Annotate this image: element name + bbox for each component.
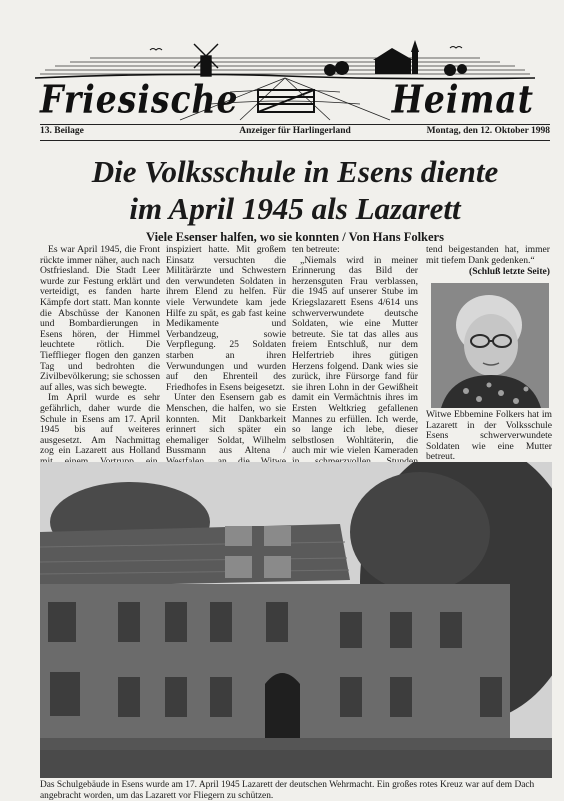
masthead-title-right: Heimat — [391, 77, 534, 122]
headline-line-1: Die Volksschule in Esens diente — [91, 154, 499, 189]
portrait-caption: Witwe Ebbemine Folkers hat im Lazarett in der Volksschule Esens schwerverwundete Soldaten wie eine Mutter betreut. — [426, 409, 552, 463]
paragraph: Es war April 1945, die Front rückte immer näher, auch nach Ostfriesland. Die Stadt Leer wurde zur Festung erklärt und verteidigt, es fanden harte Kämpfe dort statt. Man konnte die Abschüsse der Kanonen und Bombardierungen in Esens hören, der Himmel leuchtete rötlich. Die Tiefflieger flogen den ganzen Tag und bedrohten die Zivilbevölkerung; sie schossen auf alles, was sich bewegte. — [40, 244, 160, 393]
photo-caption: Das Schulgebäude in Esens wurde am 17. April 1945 Lazarett der deutschen Wehrmacht. Ein großes rotes Kreuz war auf dem Dach angebracht worden, um das Lazarett vor Fliegern zu schützen. — [40, 780, 535, 801]
supplement-number: 13. Beilage — [40, 126, 84, 136]
school-building-photo — [40, 462, 552, 778]
paragraph: tend beigestanden hat, immer mit tiefem Dank gedenken.“ — [426, 244, 550, 266]
masthead — [30, 32, 540, 124]
paragraph: ten betreute: — [292, 244, 340, 255]
windmill-icon — [194, 44, 218, 76]
paragraph: Unter den Esensern gab es Menschen, die halfen, wo sie konnten. Mit Dankbarkeit erinnert sich später ein ehemaliger Soldat, Wilhelm Bussmann aus Altena / — [166, 392, 286, 457]
article-column-3 — [292, 245, 418, 478]
paragraph: „Niemals wird in meiner Erinnerung das Bild der herzensguten Frau verblassen, die 1945 auf unserer Stube im Kriegslazarett Esens 4/614 uns schwerverwundete deutsche Soldaten, wie eine Mutter betreute. Sie tat das alles aus freiem Entschluß, nur dem Helfertrieb ihres gütigen Herzens folgend. Dank wies sie zurück, ihre Fürsorge fand für sie ihren Lohn in der Gewißheit damit ein Vermächtnis ihres im Ersten Weltkrieg gefallenen Mannes zu erfüllen. Ich werde, so lange ich lebe, dieser selbstlosen Wohltäterin, die auch mir wie vielen Kameraden — [292, 254, 418, 457]
masthead-rule-top — [40, 124, 550, 125]
portrait-photo — [431, 283, 549, 408]
article-column-4 — [426, 245, 550, 278]
continued-note: (Schluß letzte Seite) — [469, 266, 550, 278]
paragraph: Im April wurde es sehr gefährlich, daher wurde die Schule in Esens am 17. April 1945 bis auf weiteres ausgesetzt. Am Nachmittag zog ein Lazarett aus Holland — [40, 392, 160, 457]
church-icon — [373, 40, 419, 74]
masthead-title-left: Friesische — [40, 77, 239, 122]
paragraph: inspiziert hatte. Mit großem Einsatz versuchten die Militärärzte und Schwestern den verwundeten Soldaten in ihrem Elend zu helfen. Für viele Verwundete kam jede Hilfe zu spät, es gab fast keine Medikamente und Verbandzeug, sowie Verpflegung. 25 Soldaten starben an ihren Verwundungen und wurden auf den Ehrenteil des Friedhofes in Esens beigesetzt. — [166, 244, 286, 393]
article-headline — [40, 153, 550, 227]
headline-line-2: im April 1945 als Lazarett — [129, 191, 461, 226]
masthead-rule-bottom — [40, 140, 550, 141]
issue-date: Montag, den 12. Oktober 1998 — [426, 126, 550, 136]
publication-name: Anzeiger für Harlingerland — [239, 126, 351, 136]
issue-info-bar — [40, 126, 550, 140]
article-subheadline: Viele Esenser halfen, wo sie konnten / Von Hans Folkers — [146, 230, 444, 244]
article-column-1 — [40, 245, 160, 489]
